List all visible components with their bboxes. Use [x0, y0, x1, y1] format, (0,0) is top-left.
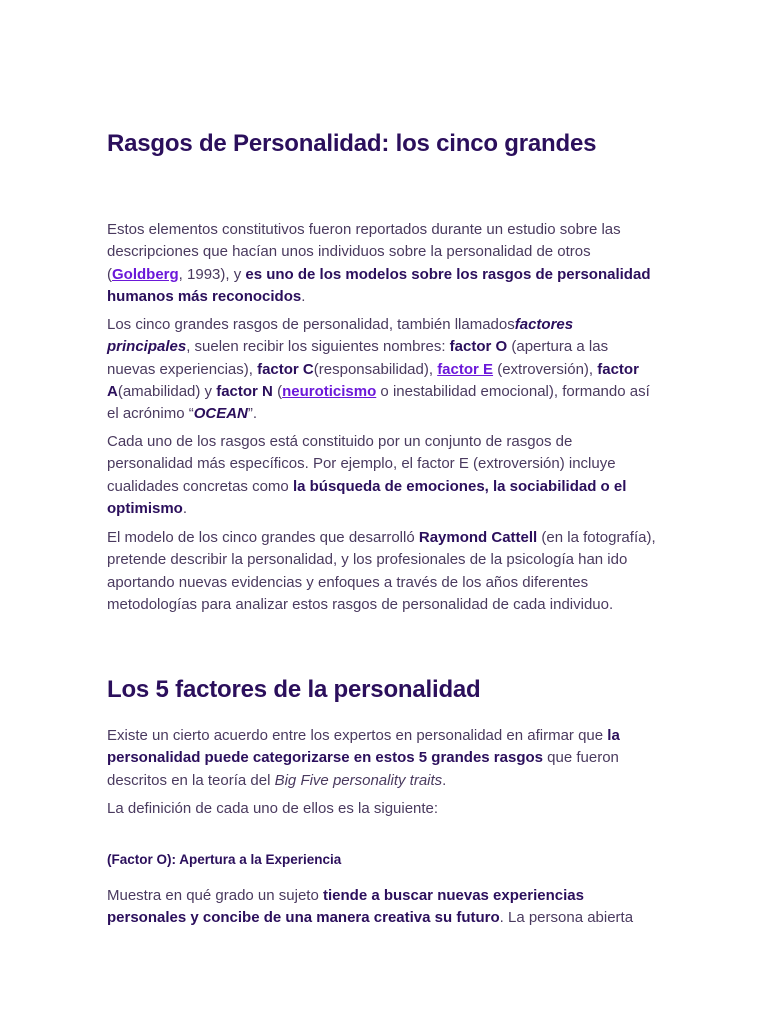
subtitle-factor-o: (Factor O): Apertura a la Experiencia: [107, 852, 342, 867]
text-run: , 1993), y: [178, 265, 246, 283]
text-run: o inestabilidad emocional), formando así el acrónimo “: [107, 382, 650, 423]
text-run: . La persona abierta: [499, 909, 634, 927]
ocean-acronym: OCEAN: [193, 405, 248, 423]
section-title-factores: Los 5 factores de la personalidad: [107, 676, 481, 703]
factor-a-label: factor A: [107, 360, 639, 400]
text-run: (amabilidad) y: [117, 382, 217, 400]
paragraph-rasgos-especificos: [107, 431, 659, 520]
text-run: (: [272, 382, 283, 400]
text-run: .: [442, 771, 447, 789]
bold-text: es uno de los modelos sobre los rasgos de personalidad humanos más reconocidos: [107, 265, 651, 305]
factor-e-link[interactable]: factor E: [437, 360, 494, 378]
paragraph-definicion: La definición de cada uno de ellos es la siguiente:: [107, 800, 439, 817]
goldberg-link[interactable]: Goldberg: [112, 265, 179, 283]
text-run: que fueron descritos en la teoría del: [107, 749, 619, 789]
text-run: (responsabilidad),: [313, 360, 438, 378]
text-run: Los cinco grandes rasgos de personalidad, también llamados: [107, 316, 515, 333]
bold-text: la búsqueda de emociones, la sociabilidad o el optimismo: [107, 477, 627, 517]
paragraph-apertura: [107, 885, 659, 930]
text-run: Estos elementos constitutivos fueron reportados durante un estudio sobre las descripciones que hacían unos individuos sobre la personalidad de otros (: [107, 221, 621, 283]
paragraph-cattell: [107, 527, 659, 616]
factor-o-label: factor O: [449, 338, 508, 356]
text-run: .: [182, 499, 188, 517]
text-run: Cada uno de los rasgos está constituido por un conjunto de rasgos de personalidad más específicos. Por ejemplo, el factor E (extroversión) incluye cualidades concretas como: [107, 433, 616, 495]
factor-c-label: factor C: [257, 360, 314, 378]
text-run: (apertura a las nuevas experiencias),: [107, 338, 609, 378]
emphasis-text: factores principales: [107, 316, 574, 356]
bold-text: tiende a buscar nuevas experiencias personales y concibe de una manera creativa su futuro: [107, 887, 584, 927]
text-run: Existe un cierto acuerdo entre los expertos en personalidad en afirmar que: [107, 727, 608, 744]
bold-text: la personalidad puede categorizarse en estos 5 grandes rasgos: [107, 727, 620, 767]
text-run: (en la fotografía), pretende describir la personalidad, y los profesionales de la psicología han ido aportando nuevas evidencias y enfoques a través de los años diferentes metodologías para analizar estos rasgos de personalidad de cada individuo.: [107, 529, 656, 613]
emphasis-text: Big Five personality traits: [274, 771, 443, 789]
cattell-name: Raymond Cattell: [418, 529, 538, 546]
text-run: , suelen recibir los siguientes nombres:: [186, 338, 450, 356]
section-title-rasgos: Rasgos de Personalidad: los cinco grandes: [107, 130, 597, 157]
paragraph-factores: [107, 314, 659, 425]
paragraph-acuerdo: [107, 725, 659, 792]
text-run: ”.: [247, 405, 258, 423]
factor-n-label: factor N: [216, 382, 273, 400]
neuroticismo-link[interactable]: neuroticismo: [282, 382, 377, 400]
text-run: Muestra en qué grado un sujeto: [107, 887, 323, 904]
text-run: .: [301, 287, 306, 305]
text-run: (extroversión),: [493, 360, 598, 378]
paragraph-goldberg: [107, 219, 659, 308]
text-run: El modelo de los cinco grandes que desarrolló: [107, 529, 419, 546]
